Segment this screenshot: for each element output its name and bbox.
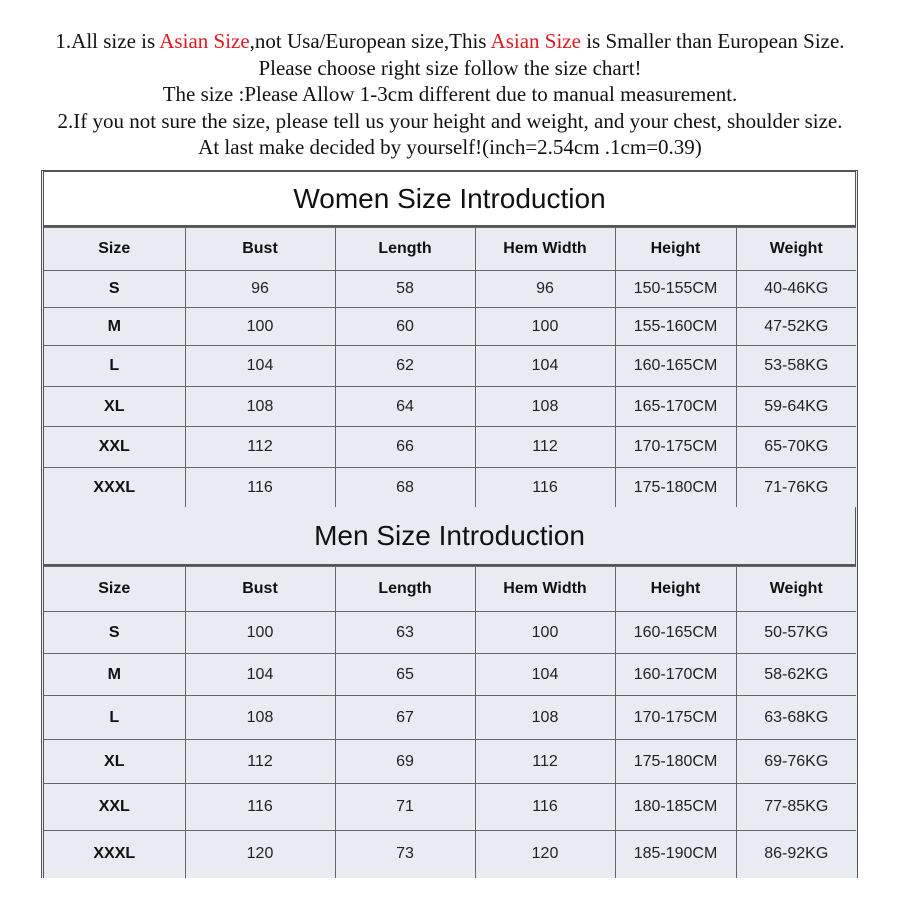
table-cell: 108 <box>185 696 335 740</box>
men-table-title: Men Size Introduction <box>44 507 855 566</box>
size-label-cell: XXL <box>44 784 185 831</box>
column-header: Weight <box>736 567 856 612</box>
table-cell: 58-62KG <box>736 654 856 696</box>
table-cell: 104 <box>475 346 615 387</box>
column-header: Length <box>335 228 475 271</box>
table-row <box>44 308 856 346</box>
women-table-title: Women Size Introduction <box>44 172 855 227</box>
table-row <box>44 696 856 740</box>
table-cell: 160-165CM <box>615 612 736 654</box>
table-cell: 86-92KG <box>736 831 856 878</box>
note-line-4: 2.If you not sure the size, please tell us your height and weight, and your chest, shoulder size. <box>57 108 843 133</box>
table-cell: 112 <box>185 740 335 784</box>
size-chart <box>41 170 858 878</box>
size-notes <box>0 28 900 161</box>
table-cell: 108 <box>185 387 335 427</box>
table-cell: 71-76KG <box>736 468 856 508</box>
table-cell: 58 <box>335 271 475 308</box>
table-cell: 67 <box>335 696 475 740</box>
table-cell: 150-155CM <box>615 271 736 308</box>
table-cell: 64 <box>335 387 475 427</box>
table-cell: 175-180CM <box>615 468 736 508</box>
table-row <box>44 387 856 427</box>
table-cell: 77-85KG <box>736 784 856 831</box>
column-header: Size <box>44 567 185 612</box>
table-cell: 175-180CM <box>615 740 736 784</box>
table-cell: 100 <box>185 308 335 346</box>
table-cell: 116 <box>475 468 615 508</box>
column-header: Height <box>615 567 736 612</box>
table-cell: 96 <box>185 271 335 308</box>
table-cell: 116 <box>185 784 335 831</box>
column-header: Height <box>615 228 736 271</box>
column-header: Weight <box>736 228 856 271</box>
size-label-cell: L <box>44 696 185 740</box>
table-cell: 170-175CM <box>615 427 736 468</box>
table-cell: 112 <box>475 427 615 468</box>
women-size-table <box>44 227 856 508</box>
table-cell: 53-58KG <box>736 346 856 387</box>
table-cell: 170-175CM <box>615 696 736 740</box>
table-cell: 63 <box>335 612 475 654</box>
table-cell: 40-46KG <box>736 271 856 308</box>
note-line-2: Please choose right size follow the size chart! <box>258 55 642 80</box>
size-label-cell: S <box>44 612 185 654</box>
table-cell: 120 <box>185 831 335 878</box>
column-header: Size <box>44 228 185 271</box>
table-cell: 68 <box>335 468 475 508</box>
note-line-1: 1.All size is Asian Size,not Usa/European size,This Asian Size is Smaller than European Size. <box>55 29 845 53</box>
table-cell: 112 <box>475 740 615 784</box>
note-line-3: The size :Please Allow 1-3cm different due to manual measurement. <box>162 82 738 106</box>
table-cell: 104 <box>475 654 615 696</box>
size-label-cell: XXL <box>44 427 185 468</box>
column-header: Hem Width <box>475 228 615 271</box>
table-cell: 108 <box>475 387 615 427</box>
asian-size-highlight: Asian Size <box>159 29 250 53</box>
table-cell: 65 <box>335 654 475 696</box>
table-cell: 100 <box>475 612 615 654</box>
column-header: Bust <box>185 228 335 271</box>
table-cell: 104 <box>185 654 335 696</box>
table-cell: 69 <box>335 740 475 784</box>
table-cell: 116 <box>185 468 335 508</box>
table-cell: 104 <box>185 346 335 387</box>
table-cell: 112 <box>185 427 335 468</box>
table-row <box>44 784 856 831</box>
table-cell: 180-185CM <box>615 784 736 831</box>
table-cell: 96 <box>475 271 615 308</box>
size-label-cell: M <box>44 308 185 346</box>
table-cell: 66 <box>335 427 475 468</box>
table-row <box>44 427 856 468</box>
table-cell: 160-165CM <box>615 346 736 387</box>
size-label-cell: XXXL <box>44 468 185 508</box>
column-header: Bust <box>185 567 335 612</box>
table-cell: 63-68KG <box>736 696 856 740</box>
table-row <box>44 612 856 654</box>
asian-size-highlight: Asian Size <box>490 29 581 53</box>
table-cell: 71 <box>335 784 475 831</box>
table-cell: 65-70KG <box>736 427 856 468</box>
table-row <box>44 740 856 784</box>
table-cell: 69-76KG <box>736 740 856 784</box>
table-row <box>44 654 856 696</box>
size-label-cell: S <box>44 271 185 308</box>
table-row <box>44 346 856 387</box>
table-cell: 62 <box>335 346 475 387</box>
table-cell: 185-190CM <box>615 831 736 878</box>
table-cell: 100 <box>475 308 615 346</box>
table-cell: 59-64KG <box>736 387 856 427</box>
table-row <box>44 468 856 508</box>
men-size-table <box>44 566 856 878</box>
table-cell: 165-170CM <box>615 387 736 427</box>
column-header: Length <box>335 567 475 612</box>
table-cell: 155-160CM <box>615 308 736 346</box>
table-cell: 108 <box>475 696 615 740</box>
note-line-5: At last make decided by yourself!(inch=2.54cm .1cm=0.39) <box>198 135 702 159</box>
table-row <box>44 271 856 308</box>
table-cell: 60 <box>335 308 475 346</box>
table-header-row <box>44 228 856 271</box>
table-cell: 116 <box>475 784 615 831</box>
size-label-cell: L <box>44 346 185 387</box>
table-cell: 50-57KG <box>736 612 856 654</box>
table-cell: 47-52KG <box>736 308 856 346</box>
size-label-cell: M <box>44 654 185 696</box>
size-label-cell: XXXL <box>44 831 185 878</box>
column-header: Hem Width <box>475 567 615 612</box>
size-label-cell: XL <box>44 740 185 784</box>
table-cell: 100 <box>185 612 335 654</box>
size-label-cell: XL <box>44 387 185 427</box>
table-cell: 73 <box>335 831 475 878</box>
table-header-row <box>44 567 856 612</box>
table-cell: 160-170CM <box>615 654 736 696</box>
table-row <box>44 831 856 878</box>
table-cell: 120 <box>475 831 615 878</box>
